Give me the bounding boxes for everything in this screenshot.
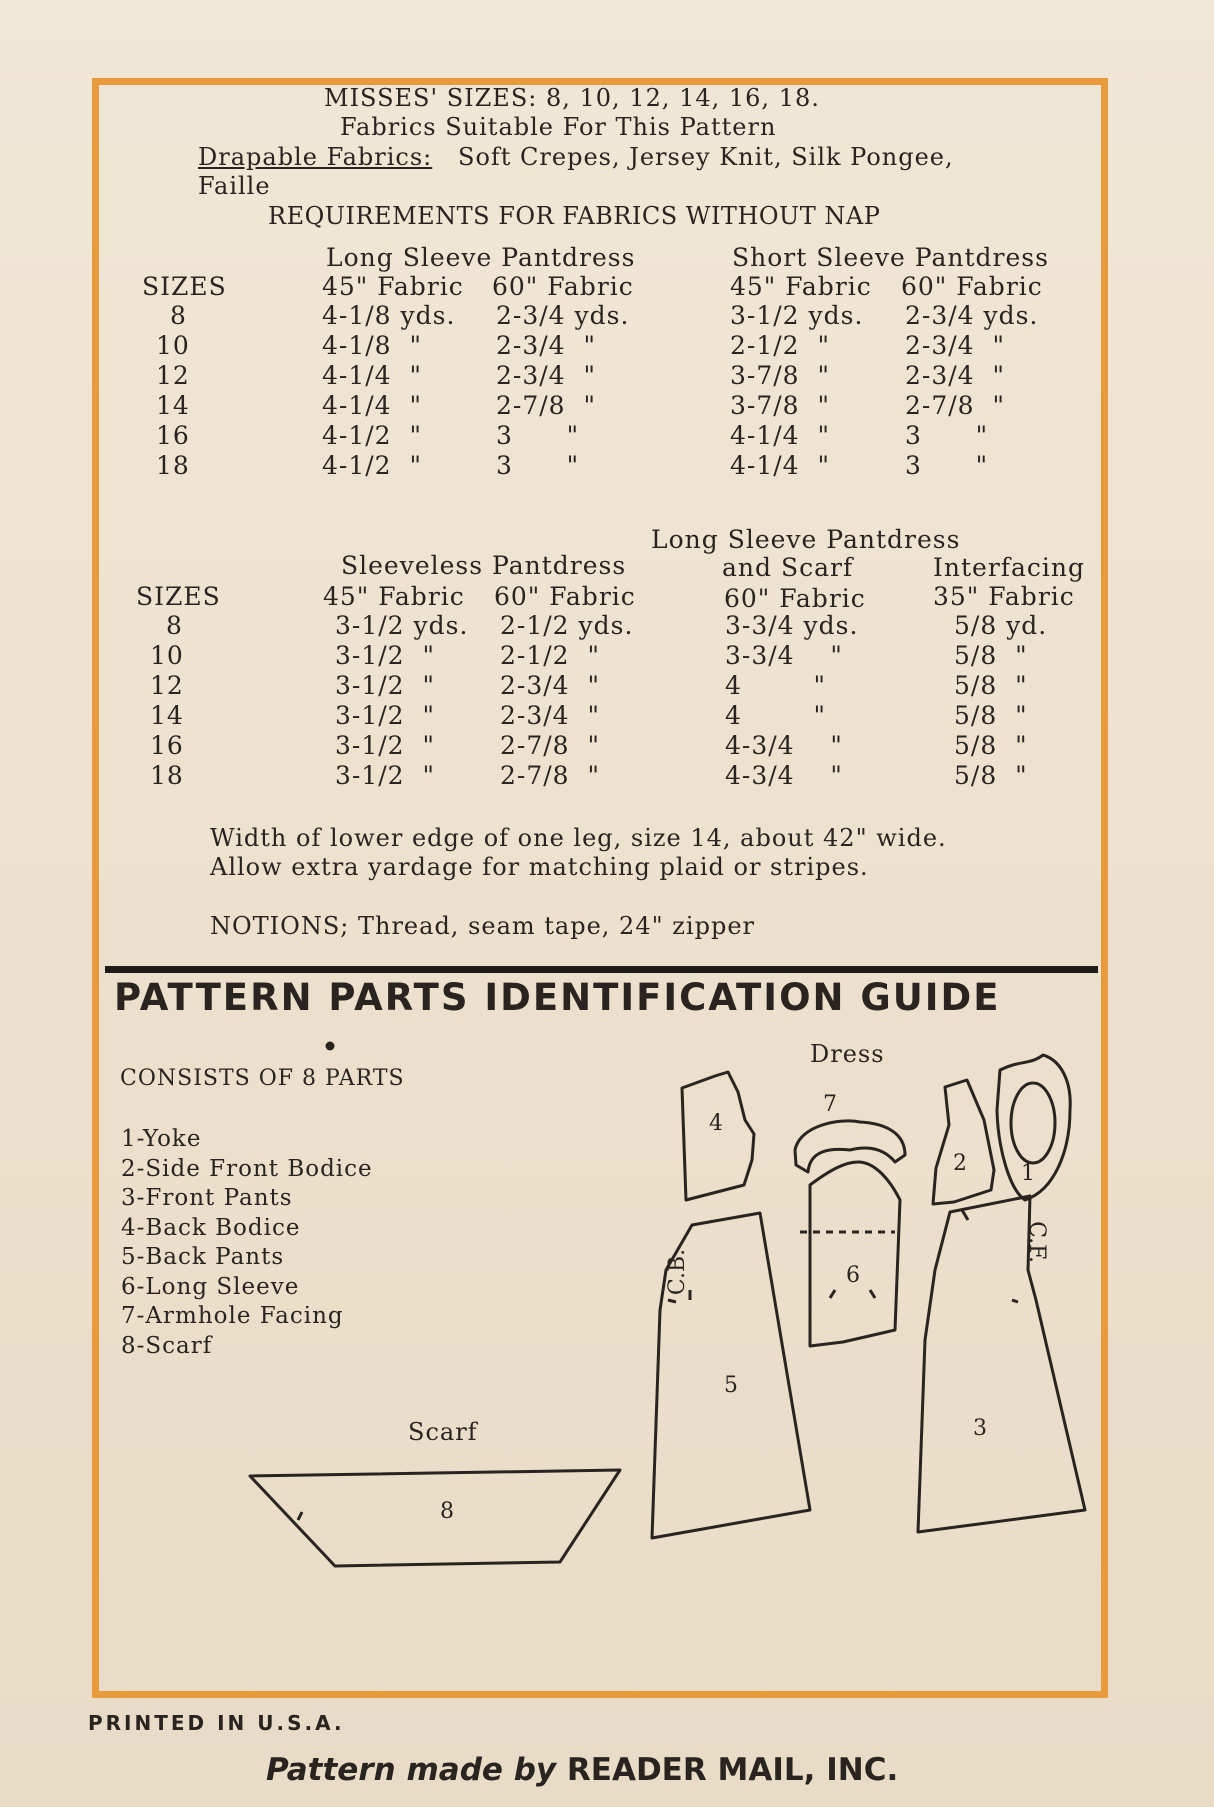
table2-size-cell: 8 [166,611,183,640]
table1-size-cell: 14 [156,391,190,420]
table2-yardage-cell: 5/8 " [954,761,1028,790]
table1-size-cell: 8 [170,301,187,330]
table1-yardage-cell: 3 " [905,421,989,450]
table1-yardage-cell: 4-1/2 " [322,451,422,480]
fabrics-suitable-title: Fabrics Suitable For This Pattern [340,113,777,141]
piece-4-back-bodice [682,1072,754,1200]
table1-size-cell: 12 [156,361,190,390]
table2-yardage-cell: 4 " [725,701,826,730]
table2-col-header: 60" Fabric [724,584,866,613]
parts-list-item: 1-Yoke [121,1126,202,1152]
table1-yardage-cell: 3 " [496,451,580,480]
table2-size-cell: 12 [150,671,184,700]
parts-list-item: 5-Back Pants [121,1244,285,1270]
table1-sizes-label: SIZES [142,272,227,301]
table2-yardage-cell: 2-3/4 " [500,701,600,730]
pattern-maker-credit [266,1752,898,1788]
table2-yardage-cell: 3-1/2 " [335,731,435,760]
table1-yardage-cell: 2-7/8 " [496,391,596,420]
table1-yardage-cell: 2-3/4 " [905,331,1005,360]
parts-list-item: 7-Armhole Facing [121,1303,344,1329]
table2-yardage-cell: 2-1/2 yds. [500,611,634,640]
table1-yardage-cell: 2-7/8 " [905,391,1005,420]
notch [830,1290,835,1298]
consists-of-parts: CONSISTS OF 8 PARTS [120,1066,405,1091]
parts-list-item: 4-Back Bodice [121,1214,301,1241]
table1-yardage-cell: 4-1/8 yds. [322,301,456,330]
table2-yardage-cell: 3-1/2 " [335,641,435,670]
width-note: Width of lower edge of one leg, size 14, about 42" wide. [210,824,947,852]
table2-col-header: 60" Fabric [494,582,636,611]
piece-3-front-pants [918,1196,1085,1532]
requirements-title: REQUIREMENTS FOR FABRICS WITHOUT NAP [268,202,881,230]
table2-size-cell: 14 [150,701,184,730]
center-front-label: C.F. [1024,1221,1049,1263]
table1-size-cell: 18 [156,451,190,480]
dress-label: Dress [810,1040,885,1068]
table1-yardage-cell: 4-1/4 " [730,451,830,480]
table2-yardage-cell: 2-7/8 " [500,731,600,760]
parts-list-item: 8-Scarf [121,1332,213,1359]
table2-col-header: 45" Fabric [323,582,465,611]
misses-sizes-line: MISSES' SIZES: 8, 10, 12, 14, 16, 18. [324,84,820,112]
table1-yardage-cell: 4-1/8 " [322,331,422,360]
table2-size-cell: 16 [150,731,184,760]
table2-yardage-cell: 3-1/2 " [335,761,435,790]
notch [1012,1300,1018,1302]
table2-group-sleeveless: Sleeveless Pantdress [341,551,627,580]
table2-yardage-cell: 5/8 " [954,701,1028,730]
table2-group-long-sleeve-line1: Long Sleeve Pantdress [651,525,961,554]
notch [668,1300,676,1302]
notch [962,1210,968,1220]
table1-yardage-cell: 3-1/2 yds. [730,301,864,330]
piece-8-scarf [250,1470,620,1566]
maker-company-name: READER MAIL, INC. [566,1752,899,1788]
printed-in-usa: PRINTED IN U.S.A. [88,1711,345,1735]
table2-yardage-cell: 5/8 " [954,641,1028,670]
table1-yardage-cell: 4-1/4 " [322,361,422,390]
table1-col-header: 45" Fabric [322,272,464,301]
table1-size-cell: 16 [156,421,190,450]
piece-number-3: 3 [973,1416,987,1441]
guide-title: PATTERN PARTS IDENTIFICATION GUIDE [114,976,1001,1019]
piece-number-1: 1 [1021,1161,1035,1186]
table2-group-long-sleeve-line2: and Scarf [722,553,854,582]
table1-group-short-sleeve: Short Sleeve Pantdress [732,243,1049,272]
table2-yardage-cell: 4-3/4 " [725,761,843,790]
bullet-dot [327,1043,333,1049]
table2-yardage-cell: 3-1/2 " [335,701,435,730]
table2-yardage-cell: 5/8 yd. [954,611,1048,640]
maker-italic-text: Pattern made by [266,1752,557,1788]
drapable-list-faille: Faille [198,172,271,200]
parts-list-item: 2-Side Front Bodice [121,1155,373,1182]
notch [870,1290,875,1298]
yoke-neck-opening [1011,1083,1055,1163]
table1-size-cell: 10 [156,331,190,360]
table2-yardage-cell: 3-1/2 " [335,671,435,700]
table1-col-header: 45" Fabric [730,272,872,301]
table2-yardage-cell: 2-7/8 " [500,761,600,790]
table1-yardage-cell: 2-3/4 yds. [905,301,1039,330]
table1-group-long-sleeve: Long Sleeve Pantdress [326,243,636,272]
notions-note: NOTIONS; Thread, seam tape, 24" zipper [210,912,755,940]
piece-number-4: 4 [709,1111,723,1136]
piece-number-8: 8 [440,1499,454,1524]
piece-number-6: 6 [846,1263,860,1288]
table1-col-header: 60" Fabric [901,272,1043,301]
piece-number-5: 5 [724,1373,738,1398]
table1-yardage-cell: 3 " [905,451,989,480]
table2-sizes-label: SIZES [136,582,221,611]
center-back-label: C.B. [665,1248,690,1296]
table2-size-cell: 18 [150,761,184,790]
table2-yardage-cell: 3-3/4 yds. [725,611,859,640]
table1-yardage-cell: 3 " [496,421,580,450]
table1-yardage-cell: 4-1/4 " [322,391,422,420]
table2-yardage-cell: 2-3/4 " [500,671,600,700]
piece-number-2: 2 [953,1151,967,1176]
allow-note: Allow extra yardage for matching plaid or stripes. [210,853,869,881]
table2-yardage-cell: 4 " [725,671,826,700]
piece-2-side-front-bodice [933,1080,994,1204]
table1-yardage-cell: 2-3/4 yds. [496,301,630,330]
notch [298,1512,302,1520]
scarf-label: Scarf [408,1418,478,1446]
table2-group-interfacing: Interfacing [933,553,1086,582]
table2-yardage-cell: 2-1/2 " [500,641,600,670]
piece-6-long-sleeve [810,1162,900,1346]
table2-yardage-cell: 4-3/4 " [725,731,843,760]
table1-yardage-cell: 4-1/2 " [322,421,422,450]
table1-yardage-cell: 2-1/2 " [730,331,830,360]
table2-yardage-cell: 5/8 " [954,671,1028,700]
table1-yardage-cell: 3-7/8 " [730,391,830,420]
drapable-list: Soft Crepes, Jersey Knit, Silk Pongee, [458,143,954,171]
table1-col-header: 60" Fabric [492,272,634,301]
table2-yardage-cell: 3-1/2 yds. [335,611,469,640]
parts-list-item: 6-Long Sleeve [121,1273,300,1300]
table1-yardage-cell: 3-7/8 " [730,361,830,390]
table1-yardage-cell: 2-3/4 " [496,331,596,360]
table2-yardage-cell: 3-3/4 " [725,641,843,670]
piece-number-7: 7 [823,1092,837,1117]
parts-list-item: 3-Front Pants [121,1185,293,1211]
table1-yardage-cell: 4-1/4 " [730,421,830,450]
table1-yardage-cell: 2-3/4 " [496,361,596,390]
drapable-label-text: Drapable Fabrics: [198,143,433,171]
table2-yardage-cell: 5/8 " [954,731,1028,760]
table2-col-header: 35" Fabric [933,582,1075,611]
table1-yardage-cell: 2-3/4 " [905,361,1005,390]
table2-size-cell: 10 [150,641,184,670]
